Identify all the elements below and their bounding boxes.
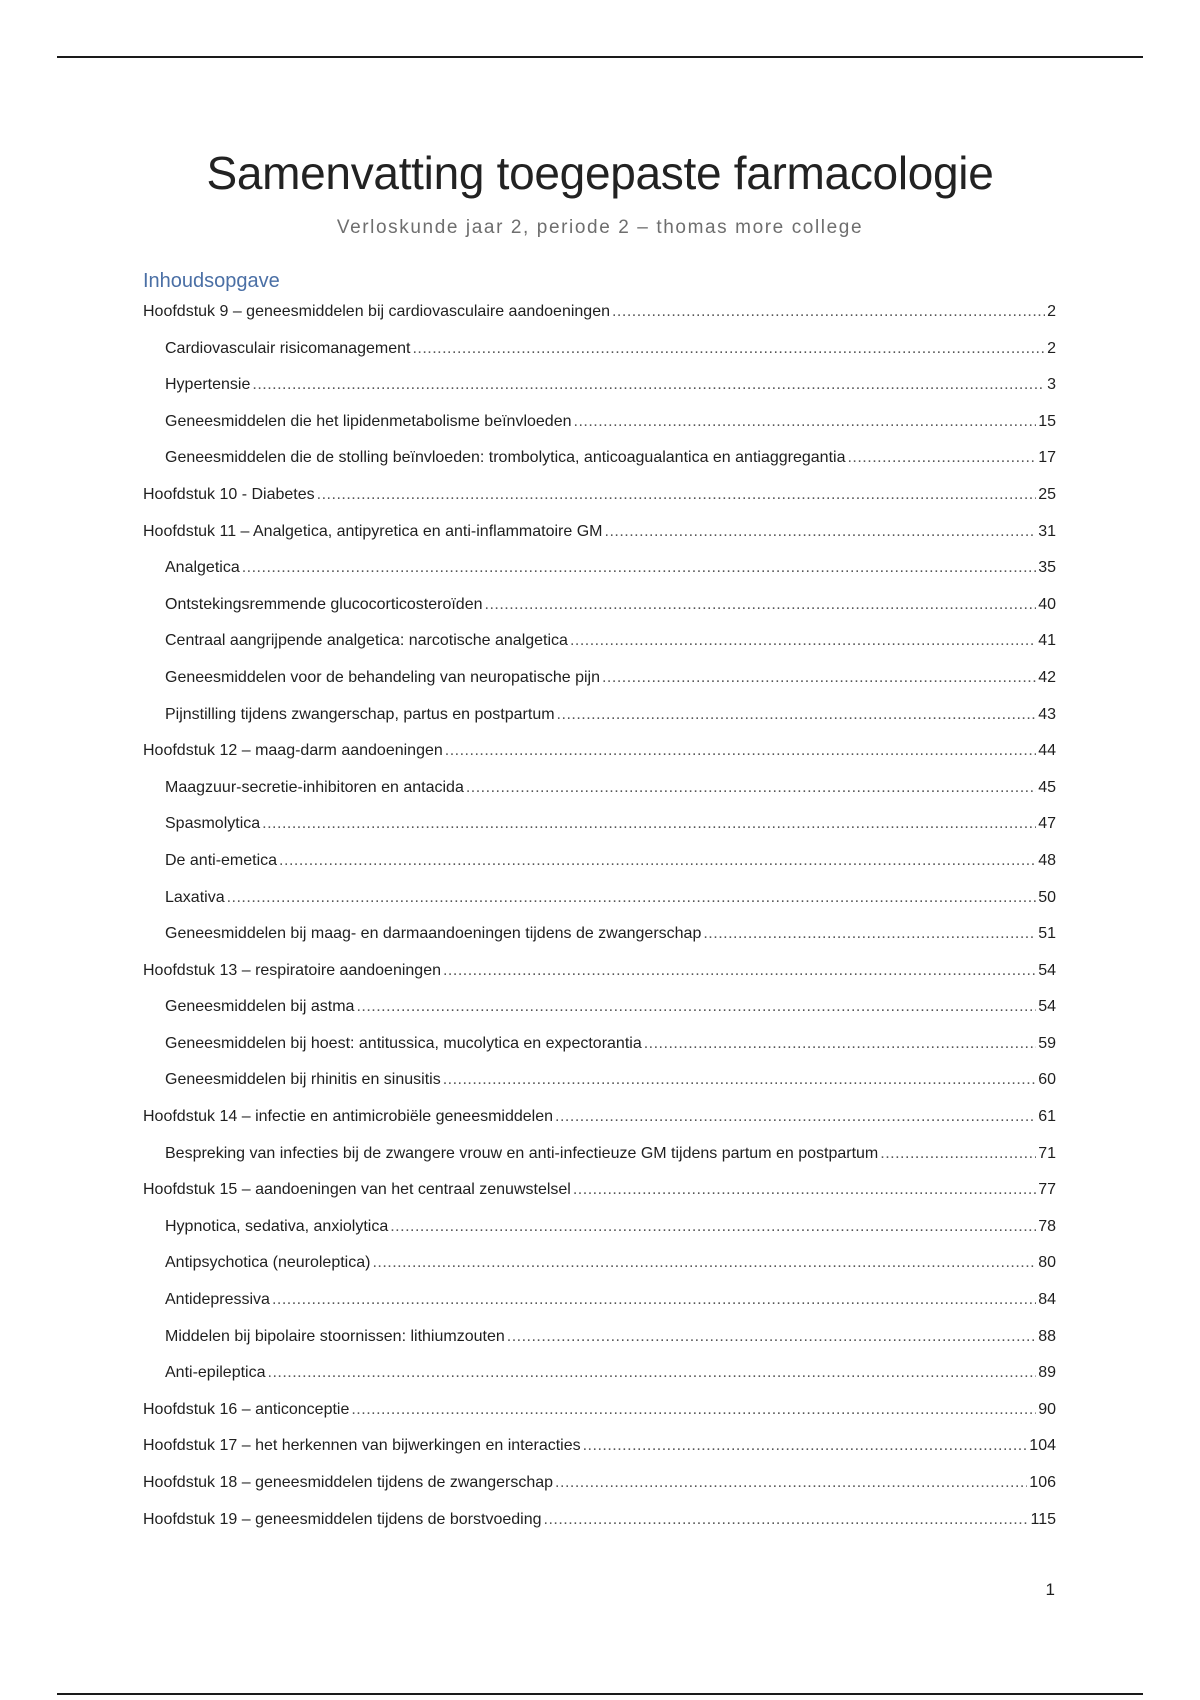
toc-entry-label: Analgetica	[165, 559, 240, 577]
toc-section-entry[interactable]	[143, 815, 1056, 852]
toc-entry-label: Centraal aangrijpende analgetica: narcotische analgetica	[165, 632, 568, 650]
toc-dot-leader	[583, 1437, 1028, 1455]
toc-entry-page: 60	[1038, 1071, 1056, 1089]
toc-dot-leader	[574, 413, 1037, 431]
toc-dot-leader	[279, 852, 1036, 870]
toc-dot-leader	[242, 559, 1036, 577]
toc-entry-label: Geneesmiddelen die de stolling beïnvloeden: trombolytica, anticoagualantica en antiaggregantia	[165, 449, 846, 467]
toc-dot-leader	[268, 1364, 1037, 1382]
toc-entry-label: Hypnotica, sedativa, anxiolytica	[165, 1217, 389, 1235]
toc-section-entry[interactable]	[143, 669, 1056, 706]
toc-dot-leader	[544, 1511, 1029, 1529]
toc-entry-page: 84	[1038, 1291, 1056, 1309]
toc-entry-label: Geneesmiddelen bij hoest: antitussica, mucolytica en expectorantia	[165, 1034, 642, 1052]
table-of-contents	[143, 303, 1056, 1547]
toc-section-entry[interactable]	[143, 413, 1056, 450]
toc-dot-leader	[262, 815, 1036, 833]
toc-dot-leader	[466, 779, 1036, 797]
toc-entry-page: 15	[1038, 412, 1056, 430]
toc-dot-leader	[555, 1108, 1036, 1126]
toc-entry-page: 48	[1038, 851, 1056, 869]
document-subtitle: Verloskunde jaar 2, periode 2 – thomas more college	[336, 217, 864, 238]
toc-section-entry[interactable]	[143, 596, 1056, 633]
toc-dot-leader	[372, 1254, 1036, 1272]
toc-dot-leader	[412, 340, 1045, 358]
toc-chapter-entry[interactable]	[143, 486, 1056, 523]
toc-entry-page: 2	[1047, 339, 1056, 357]
toc-entry-page: 42	[1038, 668, 1056, 686]
toc-entry-page: 54	[1038, 961, 1056, 979]
toc-dot-leader	[252, 376, 1045, 394]
toc-dot-leader	[351, 1401, 1036, 1419]
toc-dot-leader	[612, 303, 1045, 321]
toc-entry-page: 50	[1038, 888, 1056, 906]
toc-dot-leader	[573, 1181, 1036, 1199]
toc-entry-page: 59	[1038, 1034, 1056, 1052]
toc-section-entry[interactable]	[143, 1254, 1056, 1291]
toc-section-entry[interactable]	[143, 1071, 1056, 1108]
toc-entry-page: 54	[1038, 998, 1056, 1016]
toc-entry-label: Hoofdstuk 19 – geneesmiddelen tijdens de borstvoeding	[143, 1510, 542, 1528]
toc-dot-leader	[602, 669, 1036, 687]
toc-dot-leader	[272, 1291, 1036, 1309]
toc-dot-leader	[880, 1145, 1036, 1163]
toc-chapter-entry[interactable]	[143, 742, 1056, 779]
toc-entry-page: 40	[1038, 595, 1056, 613]
toc-dot-leader	[847, 449, 1036, 467]
toc-chapter-entry[interactable]	[143, 303, 1056, 340]
toc-dot-leader	[570, 632, 1036, 650]
toc-entry-label: Middelen bij bipolaire stoornissen: lithiumzouten	[165, 1327, 505, 1345]
toc-entry-label: Hoofdstuk 9 – geneesmiddelen bij cardiovasculaire aandoeningen	[143, 303, 610, 320]
toc-entry-page: 78	[1038, 1217, 1056, 1235]
toc-entry-label: Hypertensie	[165, 376, 251, 394]
document-title: Samenvatting toegepaste farmacologie	[206, 147, 994, 199]
toc-entry-label: Anti-epileptica	[165, 1364, 266, 1382]
toc-chapter-entry[interactable]	[143, 1474, 1056, 1511]
toc-section-entry[interactable]	[143, 340, 1056, 377]
toc-section-entry[interactable]	[143, 559, 1056, 596]
toc-entry-page: 17	[1038, 449, 1056, 467]
toc-dot-leader	[443, 1071, 1037, 1089]
toc-chapter-entry[interactable]	[143, 1401, 1056, 1438]
toc-section-entry[interactable]	[143, 889, 1056, 926]
toc-entry-page: 104	[1029, 1437, 1056, 1455]
toc-section-entry[interactable]	[143, 1328, 1056, 1365]
toc-entry-label: De anti-emetica	[165, 851, 278, 869]
toc-entry-label: Spasmolytica	[165, 815, 261, 833]
toc-dot-leader	[507, 1328, 1036, 1346]
toc-section-entry[interactable]	[143, 1364, 1056, 1401]
toc-section-entry[interactable]	[143, 1145, 1056, 1182]
toc-entry-page: 89	[1038, 1364, 1056, 1382]
toc-section-entry[interactable]	[143, 706, 1056, 743]
toc-entry-label: Geneesmiddelen bij rhinitis en sinusitis	[165, 1071, 441, 1089]
toc-entry-page: 88	[1038, 1327, 1056, 1345]
toc-entry-label: Hoofdstuk 16 – anticonceptie	[143, 1400, 350, 1418]
toc-dot-leader	[605, 523, 1037, 541]
toc-entry-page: 43	[1038, 705, 1056, 723]
toc-entry-label: Geneesmiddelen voor de behandeling van neuropatische pijn	[165, 668, 600, 686]
toc-entry-page: 115	[1030, 1510, 1056, 1528]
toc-chapter-entry[interactable]	[143, 1181, 1056, 1218]
header-rule	[57, 56, 1143, 58]
toc-entry-label: Hoofdstuk 14 – infectie en antimicrobiële geneesmiddelen	[143, 1108, 554, 1126]
toc-dot-leader	[557, 706, 1037, 724]
toc-entry-label: Geneesmiddelen die het lipidenmetabolisme beïnvloeden	[165, 412, 572, 430]
toc-entry-label: Geneesmiddelen bij maag- en darmaandoeningen tijdens de zwangerschap	[165, 925, 702, 943]
toc-section-entry[interactable]	[143, 1035, 1056, 1072]
toc-chapter-entry[interactable]	[143, 962, 1056, 999]
toc-entry-page: 61	[1038, 1108, 1056, 1126]
toc-entry-page: 35	[1038, 559, 1056, 577]
toc-entry-label: Antipsychotica (neuroleptica)	[165, 1254, 371, 1272]
toc-entry-page: 51	[1038, 925, 1056, 943]
toc-chapter-entry[interactable]	[143, 1437, 1056, 1474]
toc-entry-page: 90	[1038, 1400, 1056, 1418]
toc-chapter-entry[interactable]	[143, 1108, 1056, 1145]
toc-dot-leader	[443, 962, 1036, 980]
toc-dot-leader	[555, 1474, 1027, 1492]
toc-dot-leader	[227, 889, 1037, 907]
toc-entry-label: Cardiovasculair risicomanagement	[165, 339, 411, 357]
toc-section-entry[interactable]	[143, 376, 1056, 413]
toc-dot-leader	[317, 486, 1037, 504]
toc-entry-page: 106	[1029, 1474, 1056, 1491]
toc-entry-page: 2	[1047, 303, 1056, 320]
toc-entry-label: Hoofdstuk 10 - Diabetes	[143, 485, 315, 503]
toc-heading: Inhoudsopgave	[143, 270, 280, 292]
toc-entry-label: Maagzuur-secretie-inhibitoren en antacida	[165, 778, 464, 796]
toc-chapter-entry[interactable]	[143, 523, 1056, 560]
toc-entry-page: 71	[1038, 1144, 1056, 1162]
toc-entry-label: Hoofdstuk 13 – respiratoire aandoeningen	[143, 961, 441, 979]
toc-chapter-entry[interactable]	[143, 1511, 1056, 1548]
toc-entry-page: 80	[1038, 1254, 1056, 1272]
toc-entry-page: 77	[1038, 1181, 1056, 1199]
toc-entry-label: Hoofdstuk 17 – het herkennen van bijwerkingen en interacties	[143, 1437, 581, 1455]
toc-section-entry[interactable]	[143, 1218, 1056, 1255]
toc-entry-page: 31	[1038, 522, 1056, 540]
toc-entry-page: 25	[1038, 485, 1056, 503]
toc-dot-leader	[644, 1035, 1036, 1053]
toc-entry-label: Antidepressiva	[165, 1291, 270, 1309]
toc-entry-label: Hoofdstuk 15 – aandoeningen van het centraal zenuwstelsel	[143, 1181, 571, 1199]
toc-section-entry[interactable]	[143, 779, 1056, 816]
toc-entry-page: 41	[1038, 632, 1056, 650]
page-number: 1	[1045, 1580, 1055, 1599]
toc-section-entry[interactable]	[143, 998, 1056, 1035]
toc-entry-label: Hoofdstuk 11 – Analgetica, antipyretica en anti-inflammatoire GM	[143, 522, 603, 540]
toc-dot-leader	[445, 742, 1036, 760]
toc-section-entry[interactable]	[143, 632, 1056, 669]
toc-entry-label: Pijnstilling tijdens zwangerschap, partus en postpartum	[165, 705, 555, 723]
toc-entry-label: Bespreking van infecties bij de zwangere vrouw en anti-infectieuze GM tijdens partum en postpartum	[165, 1144, 879, 1162]
toc-entry-label: Geneesmiddelen bij astma	[165, 998, 355, 1016]
toc-dot-leader	[485, 596, 1037, 614]
toc-section-entry[interactable]	[143, 449, 1056, 486]
toc-entry-label: Ontstekingsremmende glucocorticosteroïden	[165, 595, 483, 613]
toc-entry-label: Hoofdstuk 12 – maag-darm aandoeningen	[143, 742, 443, 760]
toc-dot-leader	[390, 1218, 1036, 1236]
toc-entry-page: 3	[1047, 376, 1056, 394]
footer-rule	[57, 1693, 1143, 1695]
toc-section-entry[interactable]	[143, 852, 1056, 889]
toc-entry-label: Laxativa	[165, 888, 225, 906]
toc-dot-leader	[356, 998, 1036, 1016]
toc-entry-page: 47	[1038, 815, 1056, 833]
toc-entry-page: 45	[1038, 778, 1056, 796]
toc-dot-leader	[703, 925, 1036, 943]
toc-section-entry[interactable]	[143, 1291, 1056, 1328]
toc-entry-label: Hoofdstuk 18 – geneesmiddelen tijdens de zwangerschap	[143, 1474, 554, 1491]
toc-entry-page: 44	[1038, 742, 1056, 760]
toc-section-entry[interactable]	[143, 925, 1056, 962]
